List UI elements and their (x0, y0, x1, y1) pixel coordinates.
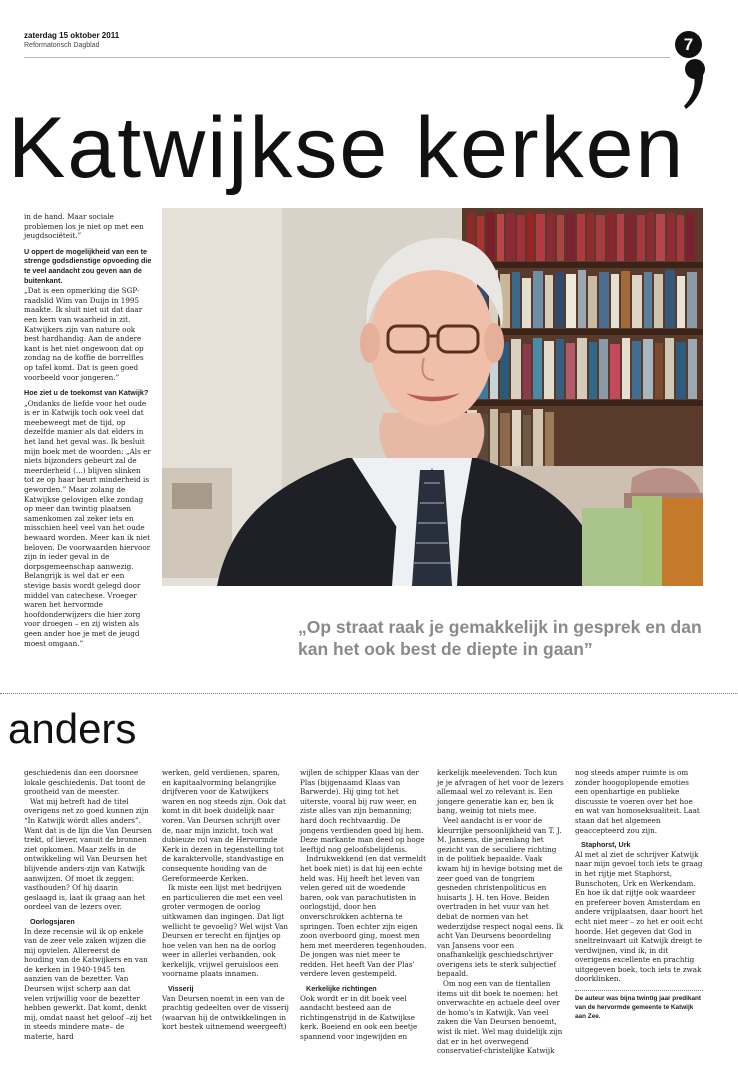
paragraph: Ik miste een lijst met bedrijven en particulieren die met een veel groter vermogen de oorlog uitkwamen dan ingingen. Dat ligt wellicht te gevoelig? Wel wijst Van Deursen er terecht en fijntjes op hoe velen van hen na de oorlog weer in allerlei verbanden, ook kerkelijk, vrijwel geruisloos een voorname plaats innamen. (162, 883, 289, 979)
paragraph: Van Deursen noemt in een van de prachtig gedeelten over de visserij (waarvan hij de ontwikkelingen in kort bestek uitnemend weergeeft) (162, 993, 289, 1032)
interview-question: Hoe ziet u de toekomst van Katwijk? (24, 388, 149, 398)
paragraph: Indrukwekkend (en dat vermeldt het boek niet) is dat hij een echte held was. Hij heeft het leven van velen gered uit de woedende baren, ook van parachutisten in oorlogstijd, door hen onverschrokken achterna te springen. Toen echter zijn eigen zoon overboord ging, moest men hem met meerderen tegenhouden. De jongen was niet meer te redden. Het heeft Van der Plas’ verdere leven gestempeld. (300, 854, 427, 979)
portrait-photo (162, 208, 703, 586)
paragraph: Veel aandacht is er voor de kleurrijke persoonlijkheid van T. J. M. Jansens, die jarenlang het gezicht van de seculiere richting in de politiek bepaalde. Vaak kwam hij in hevige botsing met de zeer goed van de tongriem gesneden christenpoliticus en huisarts J. H. ten Hove. Beiden overtraden in het vuur van het debat de normen van het wederzijdse respect nogal eens. Ik acht Van Deursens beoordeling van Jansens voor een onafhankelijk geschiedschrijver overigens iets te sterk subjectief bepaald. (437, 815, 564, 979)
paragraph: Al met al ziet de schrijver Katwijk naar mijn gevoel toch iets te graag in het rijtje met Staphorst, Bunschoten, Urk en Werkendam. En hoe ik dat rijtje ook waardeer en prefereer boven Amsterdam en andere vrijplaatsen, daar hoort het echt niet meer – zo het er ooit echt hoorde. Het gegeven dat God in sneltreinvaart uit Katwijk dreigt te verdwijnen, vind ik, in dit overigens excellente en prachtig uitgegeven boek, toch iets te zwak doorklinken. (575, 849, 703, 984)
section-title: anders (8, 705, 137, 752)
pull-quote: „Op straat raak je gemakkelijk in gesprek en dan kan het ook best de diepte in gaan” (298, 617, 702, 659)
article-column-3 (300, 768, 428, 1048)
paragraph: „Dat is een opmerking die SGP-raadslid Wim van Duijn in 1995 maakte. Ik sluit niet uit dat daar een kern van waarheid in zit. Katwijkers zijn van nature ook best hardhandig. Aan de andere kant is het niet ongewoon dat op zondag na de koffie de borrelfles op tafel komt. Dat is geen goed voorbeeld voor jongeren.” (24, 286, 144, 382)
subheading-staphorst-urk: Staphorst, Urk (581, 840, 631, 850)
article-column-5 (575, 768, 703, 1048)
header-paper-name: Reformatorisch Dagblad (24, 42, 100, 49)
article-column-1 (24, 768, 152, 1048)
author-divider (575, 990, 703, 991)
comma-logo-icon (684, 58, 706, 110)
paragraph: Om nog een van de tientallen items uit dit boek te noemen: het onverwachte en actuele deel over de homo’s in Katwijk. Van veel zaken die Van Deursen benoemt, wist ik niet. Wel mag duidelijk zijn dat er in het overwegend conservatief-christelijke Katwijk (437, 979, 563, 1056)
paragraph: In deze recensie wil ik op enkele van de zeer vele zaken wijzen die mij opvielen. Allereerst de houding van de Katwijkers en van de kerken in 1940-1945 ten aanzien van de bezetter. Van Deursen wijst scherp aan dat velen vrijwillig voor de bezetter hebben gewerkt. Dat komt, denkt mij, omdat naast het geloof –zij het in steeds mindere mate– de materie, hard (24, 926, 152, 1042)
paragraph: „Ondanks de liefde voor het oude is er in Katwijk toch ook veel dat meebeweegt met de tijd, op dezelfde manier als dat elders in het land het geval was. Ik besluit mijn boek met de woorden: „Als er niets bijzonders gebeurt zal de meerderheid (...) blijven slinken tot ze op haar beurt minderheid is geworden.” Maar zolang de Katwijkse gelovigen elke zondag op meer dan twintig plaatsen samenkomen zal zeker iets en misschien heel veel van het oude bewaard worden. Meer kan ik niet beloven. De voorwaarden hiervoor zijn in ieder geval in de dorpsgemeenschap aanwezig. Belangrijk is wel dat er een stevige basis wordt gelegd door middel van catechese. Vroeger waren het hervormde hoofdonderwijzers die hier zorg voor droegen – en zij wisten als geen ander hoe je met de jeugd moest omgaan.” (24, 398, 151, 648)
author-note: De auteur was bijna twintig jaar predikant van de hervormde gemeente te Katwijk aan Zee. (575, 995, 702, 1020)
paragraph: geschiedenis dan een doorsnee lokale geschiedenis. Dat toont de grootheid van de meester. (24, 768, 146, 797)
paragraph: Ook wordt er in dit boek veel aandacht besteed aan de richtingenstrijd in de Katwijkse kerk. Boeiend en ook een beetje spannend voor ingewijden en (300, 993, 418, 1042)
paragraph: nog steeds amper ruimte is om zonder hoogoplopende emoties een openhartige en publieke discussie te voeren over het hoe en wat van homoseksualiteit. Laat staan dat het algemeen geaccepteerd zou zijn. (575, 768, 700, 835)
interview-question: U oppert de mogelijkheid van een te strenge godsdienstige opvoeding die te veel aandacht zou geven aan de buitenkant. (24, 246, 152, 285)
paragraph: kerkelijk meelevenden. Toch kun je je afvragen of het voor de lezers allemaal wel zo relevant is. Een jongere generatie kan er, ben ik bang, weinig tot niets mee. (437, 768, 564, 816)
subheading-kerkelijke-richtingen: Kerkelijke richtingen (306, 984, 377, 994)
section-divider (0, 693, 738, 694)
article-column-2 (162, 768, 290, 1048)
subheading-visserij: Visserij (168, 984, 194, 994)
top-text-column (24, 212, 152, 664)
header-date: zaterdag 15 oktober 2011 (24, 31, 120, 40)
paragraph: werken, geld verdienen, sparen, en kapitaalvorming belangrijke drijfveren voor de Katwijkers waren en nog steeds zijn. Ook dat komt in dit boek duidelijk naar voren. Van Deursen schrijft over de, naar mijn inzicht, toch wat dubieuze rol van de Hervormde Kerk in dezen in tegenstelling tot de karaktervolle, standvastige en consequente houding van de Gereformeerde Kerken. (162, 768, 286, 883)
headline: Katwijkse kerken (8, 100, 686, 196)
page-number-badge: 7 (675, 31, 702, 58)
article-column-4 (437, 768, 565, 1056)
header-rule (24, 57, 670, 58)
paragraph: in de hand. Maar sociale problemen los je niet op met een jeugdsociëteit.” (24, 212, 144, 241)
paragraph: Wat mij betreft had de titel overigens net zo goed kunnen zijn “In Katwijk wórdt alles anders”. Want dat is de lijn die Van Deursen trekt, of liever, vanuit de bronnen ziet opkomen. Maar zelfs in de ontwikkeling wil Van Deursen het blijvende anders-zijn van Katwijk aanwijzen. Of moet ik zeggen: vasthouden? Of hij daarin geslaagd is, laat ik graag aan het oordeel van de lezers over. (24, 796, 152, 912)
paragraph: wijlen de schipper Klaas van der Plas (bijgenaamd Klaas van Barwerde). Hij ging tot het uiterste, vooral bij ruw weer, en ziste alles van zijn bemanning; hard doch rechtvaardig. De jongens verdienden goed bij hem. Deze markante man deed op hoge leeftijd nog geloofsbelijdenis. (300, 768, 425, 854)
subheading-oorlogsjaren: Oorlogsjaren (30, 916, 75, 926)
